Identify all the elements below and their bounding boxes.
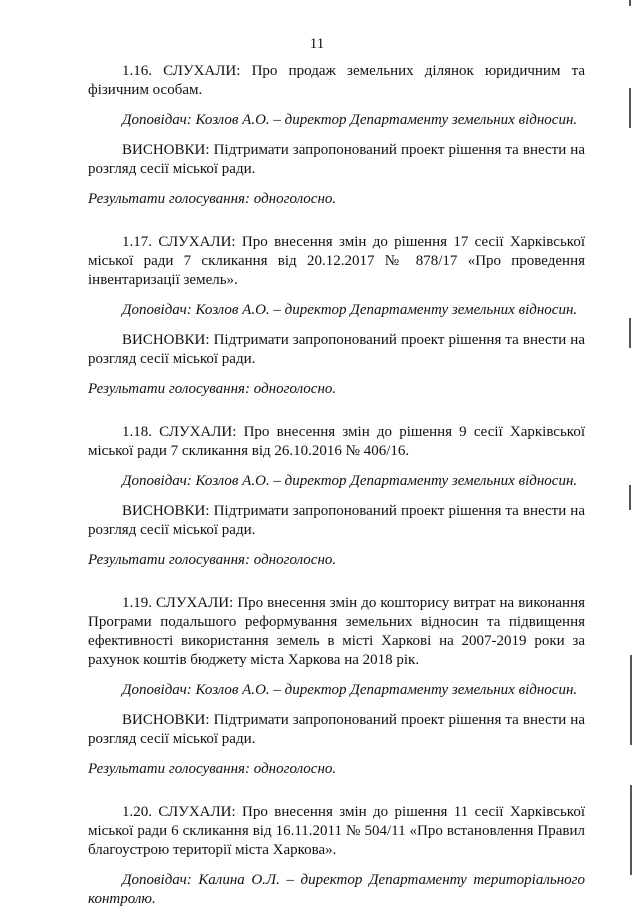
- listen-label: 1.17. СЛУХАЛИ:: [122, 234, 236, 250]
- listen-text: Про внесення змін до кошторису витрат на виконання Програми подальшого реформування земельних відносин та підвищення ефективності використання земель в місті Харкові на 2007-2019 роки за рахунок коштів бюджету міста Харкова на 2018 рік.: [88, 595, 586, 668]
- item-listen: [88, 803, 585, 860]
- listen-text: Про внесення змін до рішення 9 сесії Харківської міської ради 7 скликання від 26.10.2016 № 406/16.: [88, 424, 585, 459]
- item-vote-result: Результати голосування: одноголосно.: [88, 761, 337, 777]
- scan-edge-mark: [629, 485, 631, 510]
- conclusion-text: Підтримати запропонований проект рішення та внести на розгляд сесії міської ради.: [88, 142, 585, 177]
- conclusion-text: Підтримати запропонований проект рішення та внести на розгляд сесії міської ради.: [88, 712, 585, 747]
- item-listen: [88, 233, 585, 290]
- item-vote-result: Результати голосування: одноголосно.: [88, 381, 337, 397]
- scan-edge-mark: [629, 318, 631, 348]
- conclusion-label: ВИСНОВКИ:: [122, 142, 210, 158]
- scan-edge-mark: [629, 88, 631, 128]
- conclusion-text: Підтримати запропонований проект рішення та внести на розгляд сесії міської ради.: [88, 503, 585, 538]
- scan-edge-mark: [630, 785, 632, 875]
- listen-label: 1.18. СЛУХАЛИ:: [122, 424, 237, 440]
- item-vote-result: Результати голосування: одноголосно.: [88, 191, 337, 207]
- minutes-body: [88, 62, 585, 920]
- item-speaker: Доповідач: Козлов А.О. – директор Департаменту земельних відносин.: [122, 682, 578, 698]
- conclusion-label: ВИСНОВКИ:: [122, 332, 210, 348]
- item-conclusion: [88, 502, 585, 540]
- item-speaker: Доповідач: Калина О.Л. – директор Департаменту територіального контролю.: [88, 872, 585, 907]
- conclusion-label: ВИСНОВКИ:: [122, 712, 210, 728]
- agenda-item-1-20: [88, 803, 585, 909]
- agenda-item-1-18: [88, 423, 585, 570]
- conclusion-label: ВИСНОВКИ:: [122, 503, 210, 519]
- agenda-item-1-16: [88, 62, 585, 209]
- agenda-item-1-17: [88, 233, 585, 399]
- item-listen: [88, 423, 585, 461]
- item-conclusion: [88, 711, 585, 749]
- item-speaker: Доповідач: Козлов А.О. – директор Департаменту земельних відносин.: [122, 302, 578, 318]
- scan-edge-mark: [629, 0, 631, 6]
- listen-text: Про внесення змін до рішення 11 сесії Харківської міської ради 6 скликання від 16.11.2011 № 504/11 «Про встановлення Правил благоустрою території міста Харкова».: [88, 804, 585, 858]
- listen-label: 1.16. СЛУХАЛИ:: [122, 63, 241, 79]
- item-speaker: Доповідач: Козлов А.О. – директор Департаменту земельних відносин.: [122, 112, 578, 128]
- item-vote-result: Результати голосування: одноголосно.: [88, 552, 337, 568]
- item-conclusion: [88, 141, 585, 179]
- conclusion-text: Підтримати запропонований проект рішення та внести на розгляд сесії міської ради.: [88, 332, 585, 367]
- page-number: 11: [309, 36, 325, 52]
- listen-label: 1.20. СЛУХАЛИ:: [122, 804, 236, 820]
- agenda-item-1-19: [88, 594, 585, 779]
- listen-text: Про продаж земельних ділянок юридичним та фізичним особам.: [88, 63, 586, 98]
- item-speaker: Доповідач: Козлов А.О. – директор Департаменту земельних відносин.: [122, 473, 578, 489]
- item-listen: [88, 62, 585, 100]
- item-conclusion: [88, 331, 585, 369]
- scan-edge-mark: [630, 655, 632, 745]
- item-listen: [88, 594, 585, 670]
- listen-text: Про внесення змін до рішення 17 сесії Харківської міської ради 7 скликання від 20.12.2017 № 878/17 «Про проведення інвентаризації земель».: [88, 234, 585, 288]
- listen-label: 1.19. СЛУХАЛИ:: [122, 595, 234, 611]
